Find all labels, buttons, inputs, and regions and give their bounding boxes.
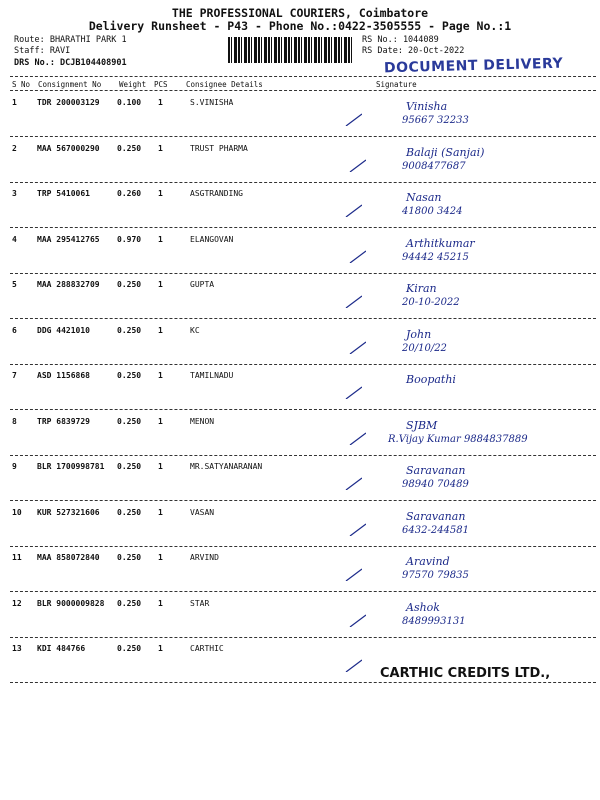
row-weight: 0.250 — [117, 144, 142, 153]
row-pcs: 1 — [158, 599, 163, 608]
barcode — [228, 37, 354, 63]
row-weight: 0.970 — [117, 235, 142, 244]
row-signature-note: 41800 3424 — [402, 206, 463, 217]
delivered-tick-icon — [348, 431, 366, 445]
row-pcs: 1 — [158, 553, 163, 562]
row-consignee: MR.SATYANARANAN — [190, 462, 263, 471]
col-signature: Signature — [376, 80, 417, 89]
row-sno: 11 — [12, 553, 22, 562]
row-pcs: 1 — [158, 508, 163, 517]
row-signature: Saravanan — [406, 464, 466, 477]
delivered-tick-icon — [344, 567, 362, 581]
row-separator — [10, 364, 596, 365]
row-consignee: ELANGOVAN — [190, 235, 234, 244]
row-separator — [10, 546, 596, 547]
row-consignment-no: KUR 527321606 — [37, 508, 100, 517]
row-weight: 0.100 — [117, 98, 142, 107]
row-sno: 10 — [12, 508, 22, 517]
row-consignee: STAR — [190, 599, 210, 608]
row-separator — [10, 500, 596, 501]
row-signature-note: 20/10/22 — [402, 343, 447, 354]
row-consignee: MENON — [190, 417, 215, 426]
carthic-credits-stamp: CARTHIC CREDITS LTD., — [380, 666, 551, 681]
company-name: THE PROFESSIONAL COURIERS, Coimbatore — [171, 6, 429, 20]
row-signature: Arthitkumar — [406, 237, 475, 250]
row-consignee: ARVIND — [190, 553, 219, 562]
delivered-tick-icon — [344, 658, 362, 672]
row-signature: Vinisha — [406, 100, 448, 113]
row-consignment-no: DDG 4421010 — [37, 326, 90, 335]
row-separator — [10, 455, 596, 456]
row-separator — [10, 637, 596, 638]
row-pcs: 1 — [158, 98, 163, 107]
row-signature-note: 95667 32233 — [402, 115, 469, 126]
row-separator — [10, 136, 596, 137]
delivered-tick-icon — [348, 249, 366, 263]
row-sno: 1 — [12, 98, 17, 107]
row-consignee: GUPTA — [190, 280, 215, 289]
col-weight: Weight — [119, 80, 147, 89]
row-separator — [10, 591, 596, 592]
row-consignment-no: TDR 200003129 — [37, 98, 100, 107]
row-sno: 6 — [12, 326, 17, 335]
col-consignee: Consignee Details — [186, 80, 263, 89]
delivered-tick-icon — [344, 385, 362, 399]
row-consignment-no: BLR 9000009828 — [37, 599, 105, 608]
row-separator — [10, 682, 596, 683]
row-separator — [10, 182, 596, 183]
row-signature-note: 98940 70489 — [402, 479, 469, 490]
row-consignee: VASAN — [190, 508, 215, 517]
row-consignment-no: KDI 484766 — [37, 644, 86, 653]
row-separator — [10, 318, 596, 319]
row-signature: Kiran — [406, 282, 437, 295]
header-bottom-rule — [10, 90, 596, 91]
row-weight: 0.250 — [117, 462, 142, 471]
row-pcs: 1 — [158, 326, 163, 335]
route-label: Route: BHARATHI PARK 1 — [14, 35, 127, 45]
runsheet-title: Delivery Runsheet - P43 - Phone No.:0422-3505555 - Page No.:1 — [88, 19, 512, 33]
row-pcs: 1 — [158, 235, 163, 244]
row-sno: 13 — [12, 644, 22, 653]
row-weight: 0.250 — [117, 417, 142, 426]
delivered-tick-icon — [344, 203, 362, 217]
row-consignee: TRUST PHARMA — [190, 144, 248, 153]
row-signature-note: 94442 45215 — [402, 252, 469, 263]
row-sno: 4 — [12, 235, 17, 244]
row-consignee: CARTHIC — [190, 644, 224, 653]
row-signature: John — [406, 328, 432, 341]
delivered-tick-icon — [348, 613, 366, 627]
row-sno: 9 — [12, 462, 17, 471]
row-weight: 0.250 — [117, 599, 142, 608]
row-consignment-no: MAA 567000290 — [37, 144, 100, 153]
row-consignee: TAMILNADU — [190, 371, 234, 380]
row-sno: 2 — [12, 144, 17, 153]
row-consignee: KC — [190, 326, 200, 335]
row-consignment-no: MAA 858072840 — [37, 553, 100, 562]
row-sno: 8 — [12, 417, 17, 426]
row-weight: 0.260 — [117, 189, 142, 198]
delivered-tick-icon — [344, 112, 362, 126]
row-weight: 0.250 — [117, 644, 142, 653]
row-pcs: 1 — [158, 280, 163, 289]
col-consignment: Consignment No — [38, 80, 102, 89]
row-signature-note: 6432-244581 — [402, 525, 470, 536]
row-separator — [10, 409, 596, 410]
row-consignment-no: TRP 6839729 — [37, 417, 90, 426]
rs-date: RS Date: 20-Oct-2022 — [362, 46, 465, 56]
delivered-tick-icon — [344, 476, 362, 490]
staff-label: Staff: RAVI — [14, 46, 71, 56]
row-signature: SJBM — [406, 419, 438, 432]
row-weight: 0.250 — [117, 553, 142, 562]
row-consignee: S.VINISHA — [190, 98, 234, 107]
row-weight: 0.250 — [117, 508, 142, 517]
row-weight: 0.250 — [117, 371, 142, 380]
row-consignee: ASGTRANDING — [190, 189, 243, 198]
header-top-rule — [10, 76, 596, 77]
col-sno: S No — [12, 80, 31, 89]
row-consignment-no: MAA 288832709 — [37, 280, 100, 289]
row-sno: 5 — [12, 280, 17, 289]
drs-number: DRS No.: DCJB104408901 — [14, 58, 127, 68]
row-weight: 0.250 — [117, 280, 142, 289]
row-sno: 12 — [12, 599, 22, 608]
row-pcs: 1 — [158, 371, 163, 380]
delivered-tick-icon — [348, 158, 366, 172]
col-pcs: PCS — [154, 80, 168, 89]
row-signature-note: 9008477687 — [402, 161, 466, 172]
rs-number: RS No.: 1044089 — [362, 35, 439, 45]
row-consignment-no: TRP 5410061 — [37, 189, 90, 198]
row-pcs: 1 — [158, 144, 163, 153]
row-signature-note: 20-10-2022 — [402, 297, 460, 308]
row-signature: Aravind — [406, 555, 450, 568]
delivered-tick-icon — [344, 294, 362, 308]
delivered-tick-icon — [348, 340, 366, 354]
row-consignment-no: MAA 295412765 — [37, 235, 100, 244]
row-signature: Ashok — [406, 601, 440, 614]
row-sno: 3 — [12, 189, 17, 198]
row-separator — [10, 227, 596, 228]
row-signature: Balaji (Sanjai) — [406, 146, 485, 159]
row-pcs: 1 — [158, 462, 163, 471]
document-delivery-stamp: DOCUMENT DELIVERY — [383, 55, 564, 77]
row-signature-note: 8489993131 — [402, 616, 466, 627]
row-signature: Nasan — [406, 191, 442, 204]
row-signature-note: 97570 79835 — [402, 570, 469, 581]
row-consignment-no: BLR 1700998781 — [37, 462, 105, 471]
row-sno: 7 — [12, 371, 17, 380]
row-separator — [10, 273, 596, 274]
delivered-tick-icon — [348, 522, 366, 536]
row-pcs: 1 — [158, 189, 163, 198]
row-pcs: 1 — [158, 644, 163, 653]
row-consignment-no: ASD 1156868 — [37, 371, 90, 380]
row-pcs: 1 — [158, 417, 163, 426]
row-signature: Saravanan — [406, 510, 466, 523]
row-signature: Boopathi — [406, 373, 456, 386]
row-weight: 0.250 — [117, 326, 142, 335]
row-signature-note: R.Vijay Kumar 9884837889 — [388, 434, 528, 445]
